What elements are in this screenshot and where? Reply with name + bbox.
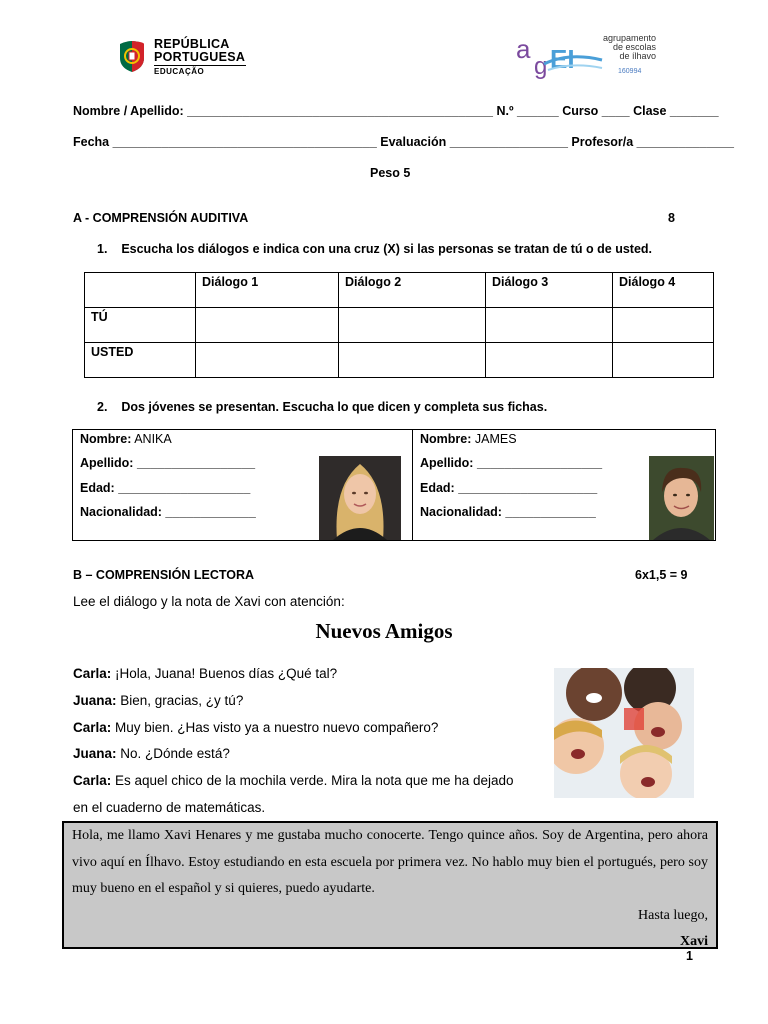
- nombre-value: JAMES: [474, 432, 517, 446]
- answer-cell[interactable]: [486, 343, 613, 378]
- nombre-value: ANIKA: [134, 432, 172, 446]
- answer-cell[interactable]: [339, 308, 486, 343]
- dialogue-line: [73, 746, 230, 761]
- james-photo: [649, 456, 714, 540]
- reading-instruction: Lee el diálogo y la nota de Xavi con atención:: [73, 594, 345, 609]
- table-header-cell: Diálogo 4: [613, 273, 714, 308]
- agrupamento-line1: agrupamento: [602, 33, 656, 43]
- fichas-box: [72, 429, 716, 541]
- section-b-title: B – COMPRENSIÓN LECTORA: [73, 568, 255, 582]
- portugal-emblem-icon: [116, 40, 148, 74]
- dialogue-text: Bien, gracias, ¿y tú?: [116, 693, 244, 708]
- answer-cell[interactable]: [339, 343, 486, 378]
- peso-label: Peso 5: [370, 166, 411, 180]
- row-label: TÚ: [85, 308, 196, 343]
- ficha-nacionalidad[interactable]: Nacionalidad: _____________: [80, 505, 256, 519]
- dialogue-text: ¡Hola, Juana! Buenos días ¿Qué tal?: [111, 666, 338, 681]
- svg-text:a: a: [516, 34, 531, 64]
- note-body: Hola, me llamo Xavi Henares y me gustaba mucho conocerte. Tengo quince años. Soy de Argentina, pero ahora vivo aquí en Ílhavo. Estoy estudiando en esta escuela por primera vez. No hablo muy bien el portugués, pero soy muy bueno en el español y si quieres, puedo ayudarte.: [72, 828, 708, 896]
- table-header-row: [85, 273, 714, 308]
- anika-photo: [319, 456, 401, 540]
- answer-cell[interactable]: [613, 308, 714, 343]
- nombre-label: Nombre:: [420, 432, 472, 446]
- speaker: Carla:: [73, 720, 112, 735]
- xavi-note: [62, 821, 718, 949]
- note-signature: Xavi: [680, 934, 708, 949]
- table-header-cell: [85, 273, 196, 308]
- dialogue-line: [73, 693, 243, 708]
- question-2: 2. Dos jóvenes se presentan. Escucha lo que dicen y completa sus fichas.: [97, 400, 548, 414]
- republica-portuguesa-text: [154, 38, 245, 64]
- logo-divider: [154, 65, 246, 66]
- question-1: 1. Escucha los diálogos e indica con una cruz (X) si las personas se tratan de tú o de usted.: [97, 242, 653, 256]
- ficha-edad[interactable]: Edad: ____________________: [420, 481, 598, 495]
- speaker: Carla:: [73, 773, 112, 788]
- page-number: 1: [686, 949, 693, 963]
- table-header-cell: Diálogo 3: [486, 273, 613, 308]
- row-label: USTED: [85, 343, 196, 378]
- answer-cell[interactable]: [196, 308, 339, 343]
- ficha-nombre: [420, 432, 517, 446]
- name-field-line: Nombre / Apellido: ____________________________________________ N.º ______ Curso ____ Clase _______: [73, 104, 719, 118]
- ficha-edad[interactable]: Edad: ___________________: [80, 481, 251, 495]
- republica-line2: PORTUGUESA: [154, 50, 246, 64]
- table-row: [85, 308, 714, 343]
- answer-cell[interactable]: [196, 343, 339, 378]
- dialogue-table: [84, 272, 714, 378]
- date-field-line: Fecha ______________________________________ Evaluación _________________ Profesor/a ______________: [73, 135, 734, 149]
- answer-cell[interactable]: [486, 308, 613, 343]
- dialogue-text: No. ¿Dónde está?: [116, 746, 230, 761]
- speaker: Carla:: [73, 666, 112, 681]
- nombre-label: Nombre:: [80, 432, 132, 446]
- speaker: Juana:: [73, 693, 117, 708]
- note-closing: Hasta luego,: [638, 907, 708, 923]
- svg-text:EI: EI: [550, 44, 575, 74]
- agrupamento-line2: de escolas: [612, 42, 656, 52]
- dialogue-text: en el cuaderno de matemáticas.: [73, 800, 266, 815]
- section-a-score: 8: [668, 211, 675, 225]
- ficha-anika: [73, 430, 413, 540]
- section-b-score: 6x1,5 = 9: [635, 568, 688, 582]
- section-a-title: A - COMPRENSIÓN AUDITIVA: [73, 211, 249, 225]
- ficha-apellido[interactable]: Apellido: _________________: [80, 456, 256, 470]
- ficha-nombre: [80, 432, 172, 446]
- answer-cell[interactable]: [613, 343, 714, 378]
- agrupamento-line3: de ílhavo: [619, 51, 656, 61]
- story-title: Nuevos Amigos: [315, 619, 453, 643]
- agrupamento-text: [584, 34, 656, 61]
- agrupamento-logo: [514, 34, 664, 82]
- table-header-cell: Diálogo 1: [196, 273, 339, 308]
- svg-text:g: g: [534, 53, 548, 80]
- dialogue-line: [73, 773, 514, 788]
- dialogue-text: Es aquel chico de la mochila verde. Mira la nota que me ha dejado: [111, 773, 514, 788]
- table-row: [85, 343, 714, 378]
- republica-line1: REPÚBLICA: [154, 37, 230, 51]
- dialogue-line: [73, 666, 337, 681]
- educacao-text: EDUCAÇÃO: [154, 67, 205, 76]
- dialogue-text: Muy bien. ¿Has visto ya a nuestro nuevo compañero?: [111, 720, 439, 735]
- agrupamento-code: 160994: [618, 68, 642, 75]
- dialogue-line: [73, 800, 265, 815]
- republica-portuguesa-logo: [116, 36, 256, 82]
- speaker: Juana:: [73, 746, 117, 761]
- ficha-nacionalidad[interactable]: Nacionalidad: _____________: [420, 505, 596, 519]
- table-header-cell: Diálogo 2: [339, 273, 486, 308]
- ficha-james: [413, 430, 715, 540]
- ficha-apellido[interactable]: Apellido: __________________: [420, 456, 603, 470]
- kids-photo: [554, 668, 694, 798]
- dialogue-line: [73, 720, 438, 735]
